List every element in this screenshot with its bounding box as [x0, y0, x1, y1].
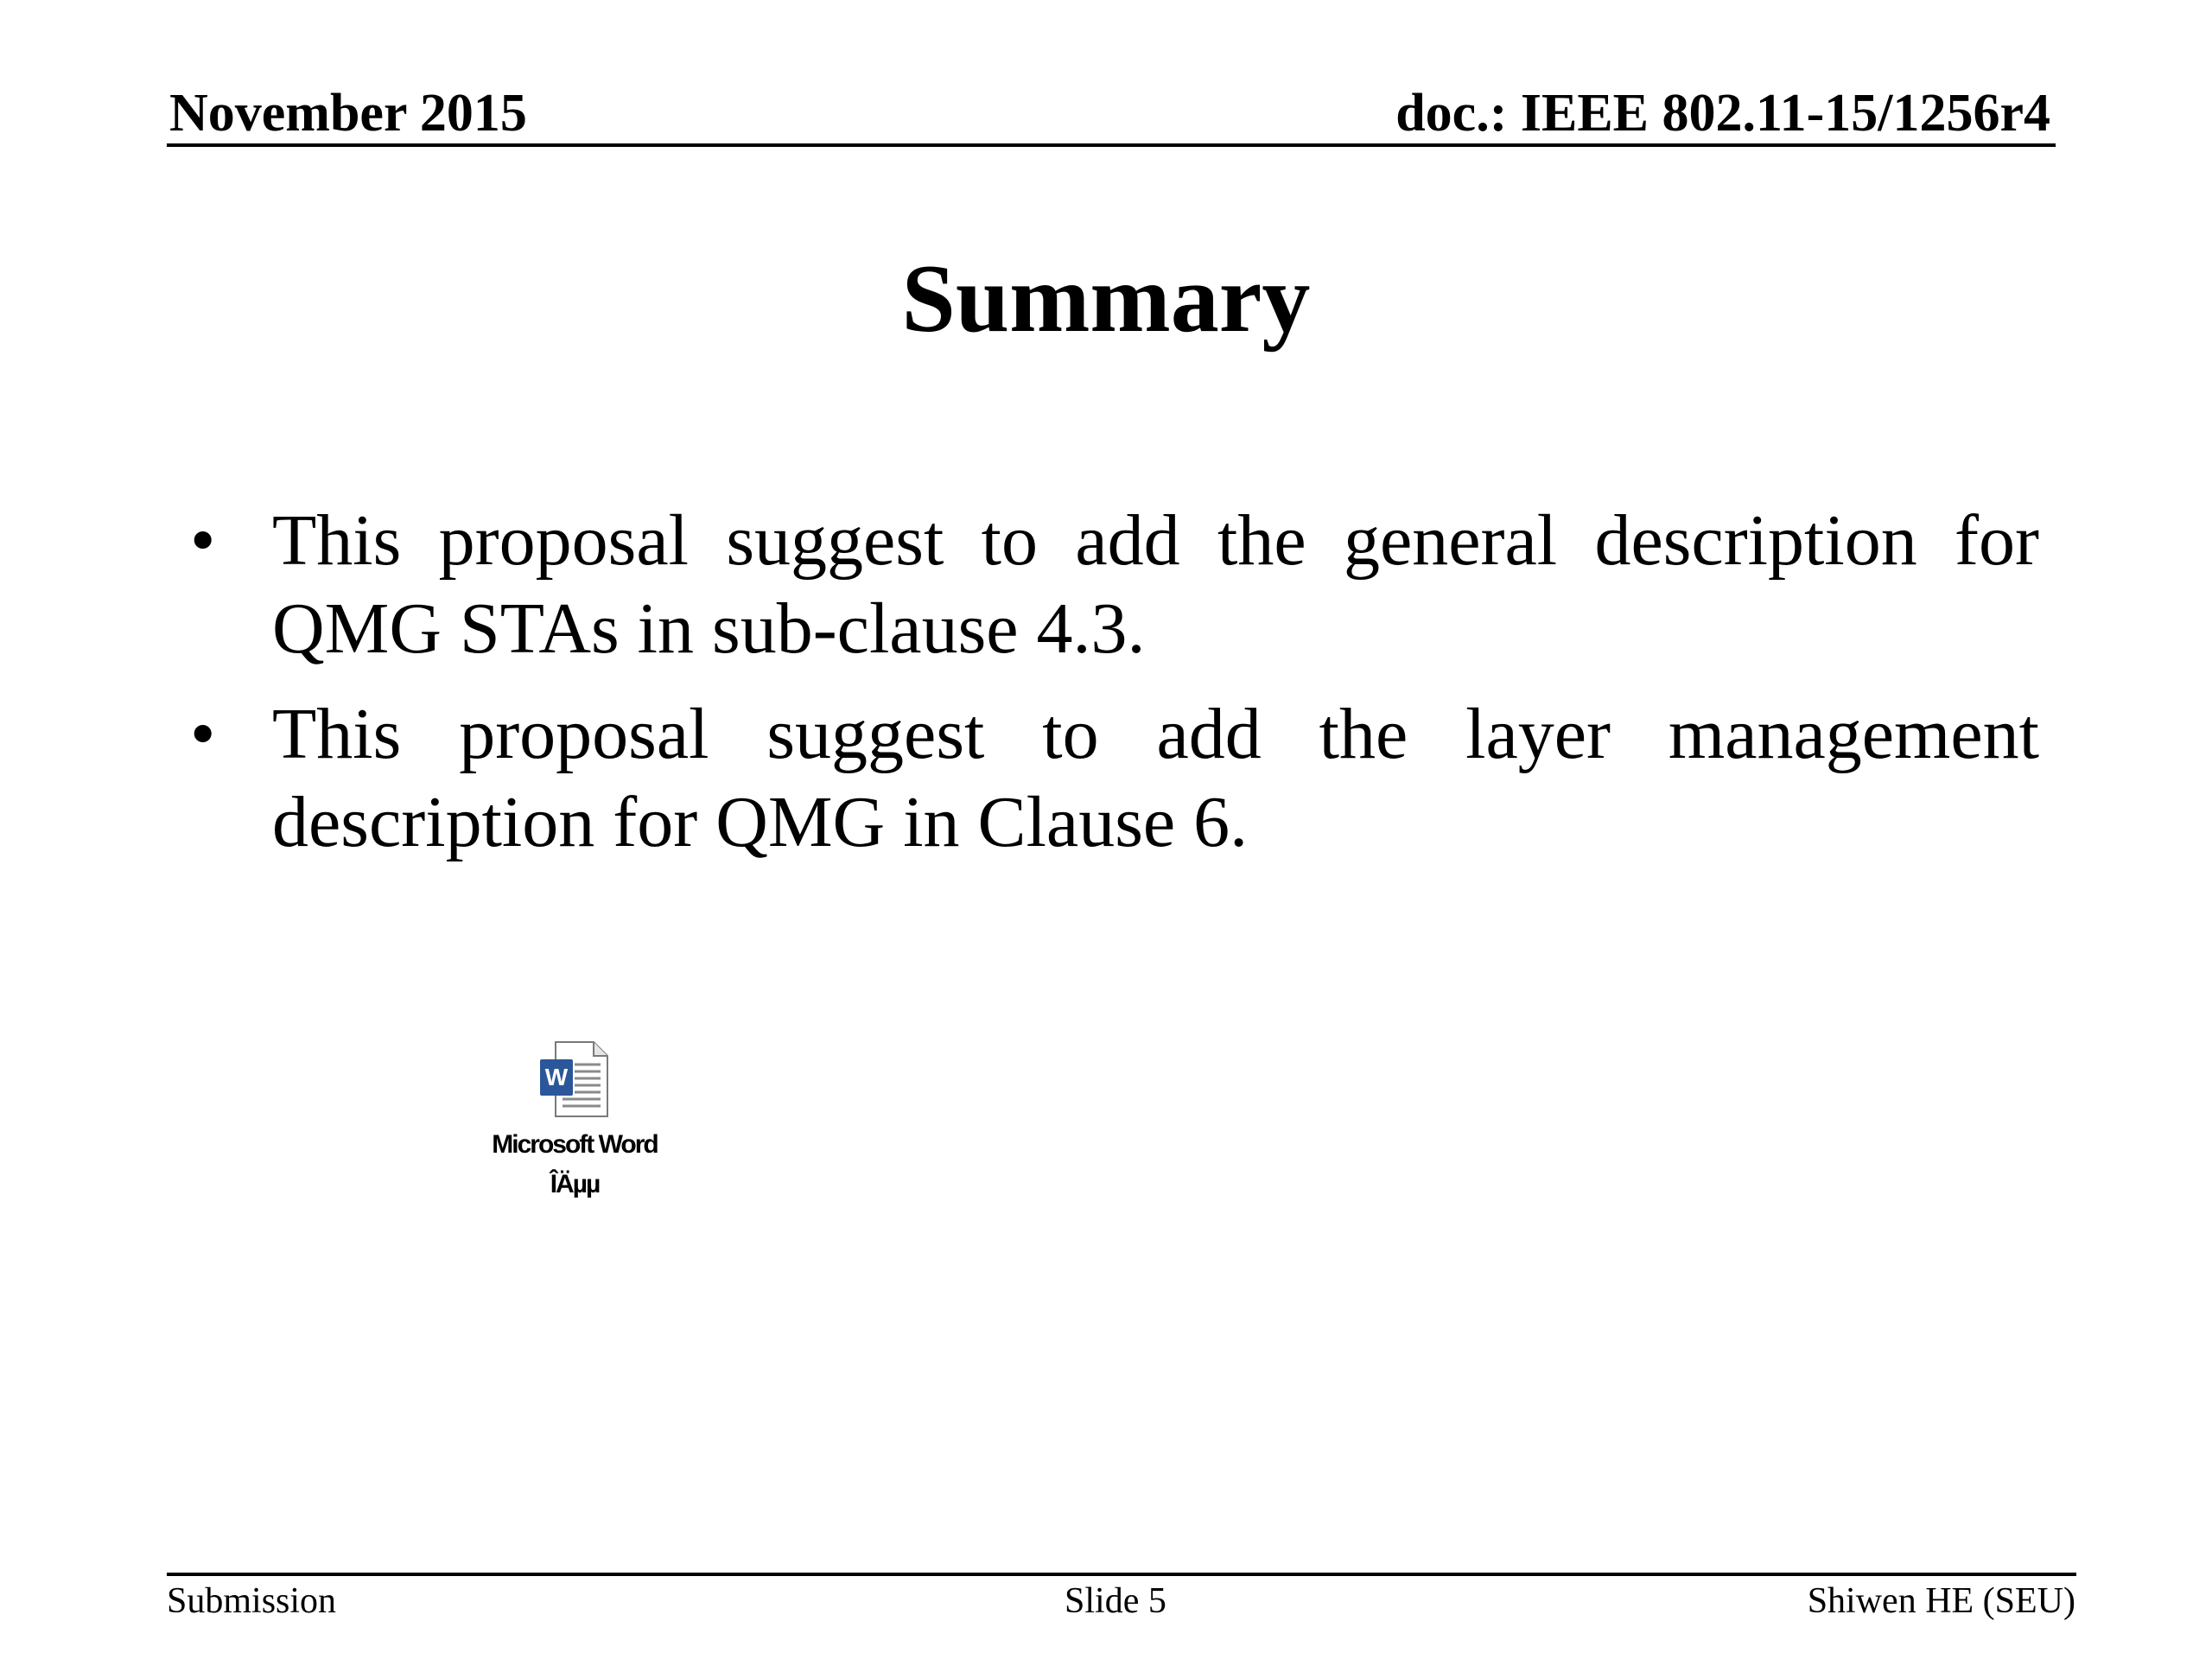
header-divider [167, 143, 2056, 147]
bullet-list [173, 497, 2039, 884]
footer-submission: Submission [167, 1581, 337, 1621]
caption-line: ÎÄµµ [550, 1170, 600, 1198]
microsoft-word-document-icon [537, 1037, 613, 1120]
embedded-object-caption [467, 1125, 683, 1205]
bullet-marker: • [190, 500, 216, 581]
bullet-text: This proposal suggest to add the layer management description for QMG in Clause 6. [272, 694, 2039, 862]
bullet-item [173, 497, 2039, 673]
header-date: November 2015 [169, 84, 527, 143]
footer-divider [167, 1573, 2076, 1576]
bullet-marker: • [190, 694, 216, 774]
header-document-id: doc.: IEEE 802.11-15/1256r4 [1395, 84, 2050, 143]
footer-author: Shiwen HE (SEU) [1807, 1581, 2075, 1621]
slide-title: Summary [901, 245, 1311, 353]
bullet-item [173, 690, 2039, 867]
footer-slide-number: Slide 5 [1065, 1581, 1166, 1621]
bullet-text: This proposal suggest to add the general description for QMG STAs in sub-clause 4.3. [272, 500, 2039, 669]
caption-line: Microsoft Word [492, 1130, 658, 1159]
svg-text:W: W [544, 1064, 569, 1090]
embedded-word-document[interactable] [467, 1037, 683, 1205]
